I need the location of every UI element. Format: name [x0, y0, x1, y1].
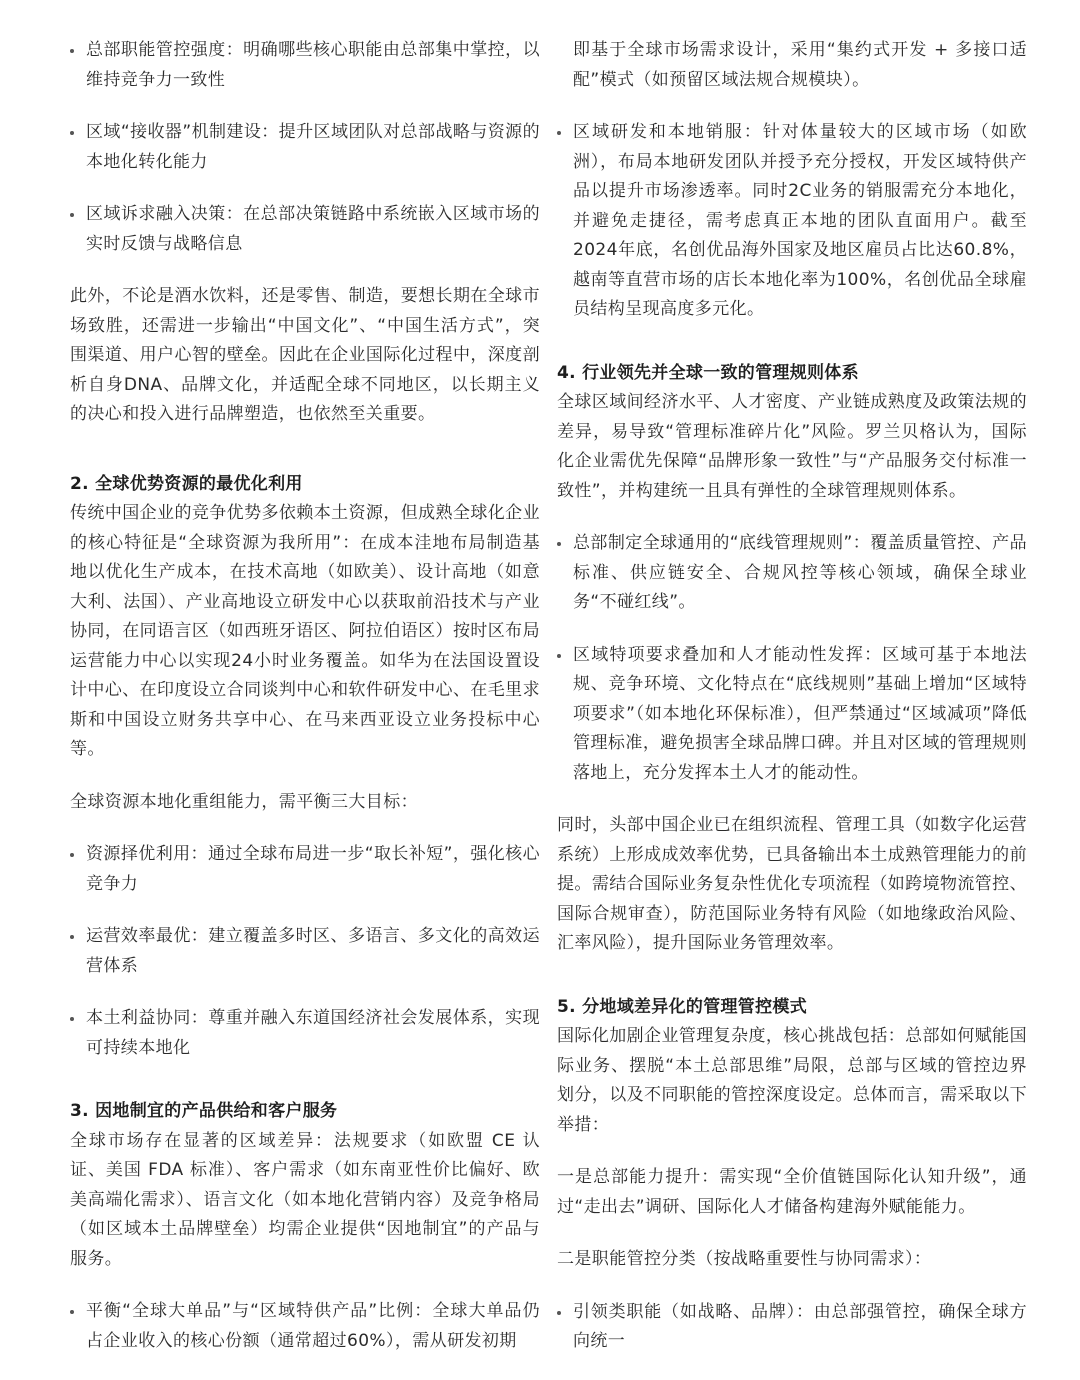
bullet-dot-icon [70, 213, 74, 217]
section-2-heading: 2. 全球优势资源的最优化利用 [70, 473, 303, 494]
list-item: 资源择优利用：通过全球布局进一步“取长补短”，强化核心竞争力 [70, 840, 540, 899]
list-item: 总部职能管控强度：明确哪些核心职能由总部集中掌控，以维持竞争力一致性 [70, 36, 540, 95]
section-3-paragraph: 全球市场存在显著的区域差异：法规要求（如欧盟 CE 认证、美国 FDA 标准）、客户需求（如东南亚性价比偏好、欧美高端化需求）、语言文化（如本地化营销内容）及竞争格局（如区域本土品牌壁垒）均需企业提供“因地制宜”的产品与服务。 [70, 1130, 540, 1269]
paragraph-culture: 此外，不论是酒水饮料，还是零售、制造，要想长期在全球市场致胜，还需进一步输出“中国文化”、“中国生活方式”，突围渠道、用户心智的壁垒。因此在企业国际化过程中，深度剖析自身DNA、品牌文化，并适配全球不同地区，以长期主义的决心和投入进行品牌塑造，也依然至关重要。 [70, 286, 540, 424]
bullet-dot-icon [70, 131, 74, 135]
regional-rd-list [557, 118, 1027, 325]
left-column [70, 0, 540, 1379]
list-item: 区域诉求融入决策：在总部决策链路中系统嵌入区域市场的实时反馈与战略信息 [70, 200, 540, 259]
bullet-dot-icon [70, 853, 74, 857]
section-2-list [70, 840, 540, 1063]
section-2-paragraph: 传统中国企业的竞争优势多依赖本土资源，但成熟全球化企业的核心特征是“全球资源为我所用”：在成本洼地布局制造基地以优化生产成本，在技术高地（如欧美）、设计高地（如意大利、法国）、产业高地设立研发中心以获取前沿技术与产业协同，在同语言区（如西班牙语区、阿拉伯语区）按时区布局运营能力中心以实现24小时业务覆盖。如华为在法国设置设计中心、在印度设立合同谈判中心和软件研发中心、在毛里求斯和中国设立财务共享中心、在马来西亚设立业务投标中心等。 [70, 503, 540, 759]
section-5-list [557, 1298, 1027, 1357]
bullet-dot-icon [70, 1017, 74, 1021]
section-3-heading: 3. 因地制宜的产品供给和客户服务 [70, 1101, 338, 1121]
section-4-paragraph: 全球区域间经济水平、人才密度、产业链成熟度及政策法规的差异，易导致“管理标准碎片化”风险。罗兰贝格认为，国际化企业需优先保障“品牌形象一致性”与“产品服务交付标准一致性”，并构建统一且具有弹性的全球管理规则体系。 [557, 392, 1027, 501]
bullet-dot-icon [557, 654, 561, 658]
list-item: 平衡“全球大单品”与“区域特供产品”比例：全球大单品仍占企业收入的核心份额（通常超过60%），需从研发初期 [70, 1297, 540, 1356]
section-5-point-2: 二是职能管控分类（按战略重要性与协同需求）： [557, 1249, 932, 1269]
bullet-dot-icon [70, 935, 74, 939]
list-item: 总部制定全球通用的“底线管理规则”：覆盖质量管控、产品标准、供应链安全、合规风控等核心领域，确保全球业务“不碰红线”。 [557, 529, 1027, 618]
section-5-point-1: 一是总部能力提升：需实现“全价值链国际化认知升级”，通过“走出去”调研、国际化人才储备构建海外赋能能力。 [557, 1167, 1027, 1217]
list-item: 运营效率最优：建立覆盖多时区、多语言、多文化的高效运营体系 [70, 922, 540, 981]
section-5-paragraph: 国际化加剧企业管理复杂度，核心挑战包括：总部如何赋能国际业务、摆脱“本土总部思维”局限，总部与区域的管控边界划分，以及不同职能的管控深度设定。总体而言，需采取以下举措： [557, 1026, 1027, 1135]
section-4-heading: 4. 行业领先并全球一致的管理规则体系 [557, 362, 859, 383]
section-2-intro: 全球资源本地化重组能力，需平衡三大目标： [70, 791, 418, 812]
section-5-heading: 5. 分地域差异化的管理管控模式 [557, 996, 808, 1017]
bullet-dot-icon [70, 1310, 74, 1314]
list-item: 本土利益协同：尊重并融入东道国经济社会发展体系，实现可持续本地化 [70, 1004, 540, 1063]
section-3-list [70, 1297, 540, 1356]
bullet-dot-icon [557, 131, 561, 135]
continuation-text: 即基于全球市场需求设计，采用“集约式开发 + 多接口适配”模式（如预留区域法规合规模块）。 [573, 40, 1027, 90]
right-column [557, 0, 1027, 1380]
list-item: 区域特项要求叠加和人才能动性发挥：区域可基于本地法规、竞争环境、文化特点在“底线规则”基础上增加“区域特项要求”（如本地化环保标准），但严禁通过“区域减项”降低管理标准，避免损害全球品牌口碑。并且对区域的管理规则落地上，充分发挥本土人才的能动性。 [557, 641, 1027, 789]
list-item: 区域研发和本地销服：针对体量较大的区域市场（如欧洲），布局本地研发团队并授予充分授权，开发区域特供产品以提升市场渗透率。同时2C业务的销服需充分本地化，并避免走捷径，需考虑真正本地的团队直面用户。截至2024年底，名创优品海外国家及地区雇员占比达60.8%，越南等直营市场的店长本地化率为100%，名创优品全球雇员结构呈现高度多元化。 [557, 118, 1027, 325]
section-4-paragraph-2: 同时，头部中国企业已在组织流程、管理工具（如数字化运营系统）上形成成效率优势，已具备输出本土成熟管理能力的前提。需结合国际业务复杂性优化专项流程（如跨境物流管控、国际合规审查），防范国际业务特有风险（如地缘政治风险、汇率风险），提升国际业务管理效率。 [557, 815, 1027, 953]
list-item: 区域“接收器”机制建设：提升区域团队对总部战略与资源的本地化转化能力 [70, 118, 540, 177]
bullet-dot-icon [70, 49, 74, 53]
bullet-dot-icon [557, 542, 561, 546]
bullet-dot-icon [557, 1311, 561, 1315]
list-item: 引领类职能（如战略、品牌）：由总部强管控，确保全球方向统一 [557, 1298, 1027, 1357]
section-4-list [557, 529, 1027, 788]
hq-control-list [70, 36, 540, 259]
